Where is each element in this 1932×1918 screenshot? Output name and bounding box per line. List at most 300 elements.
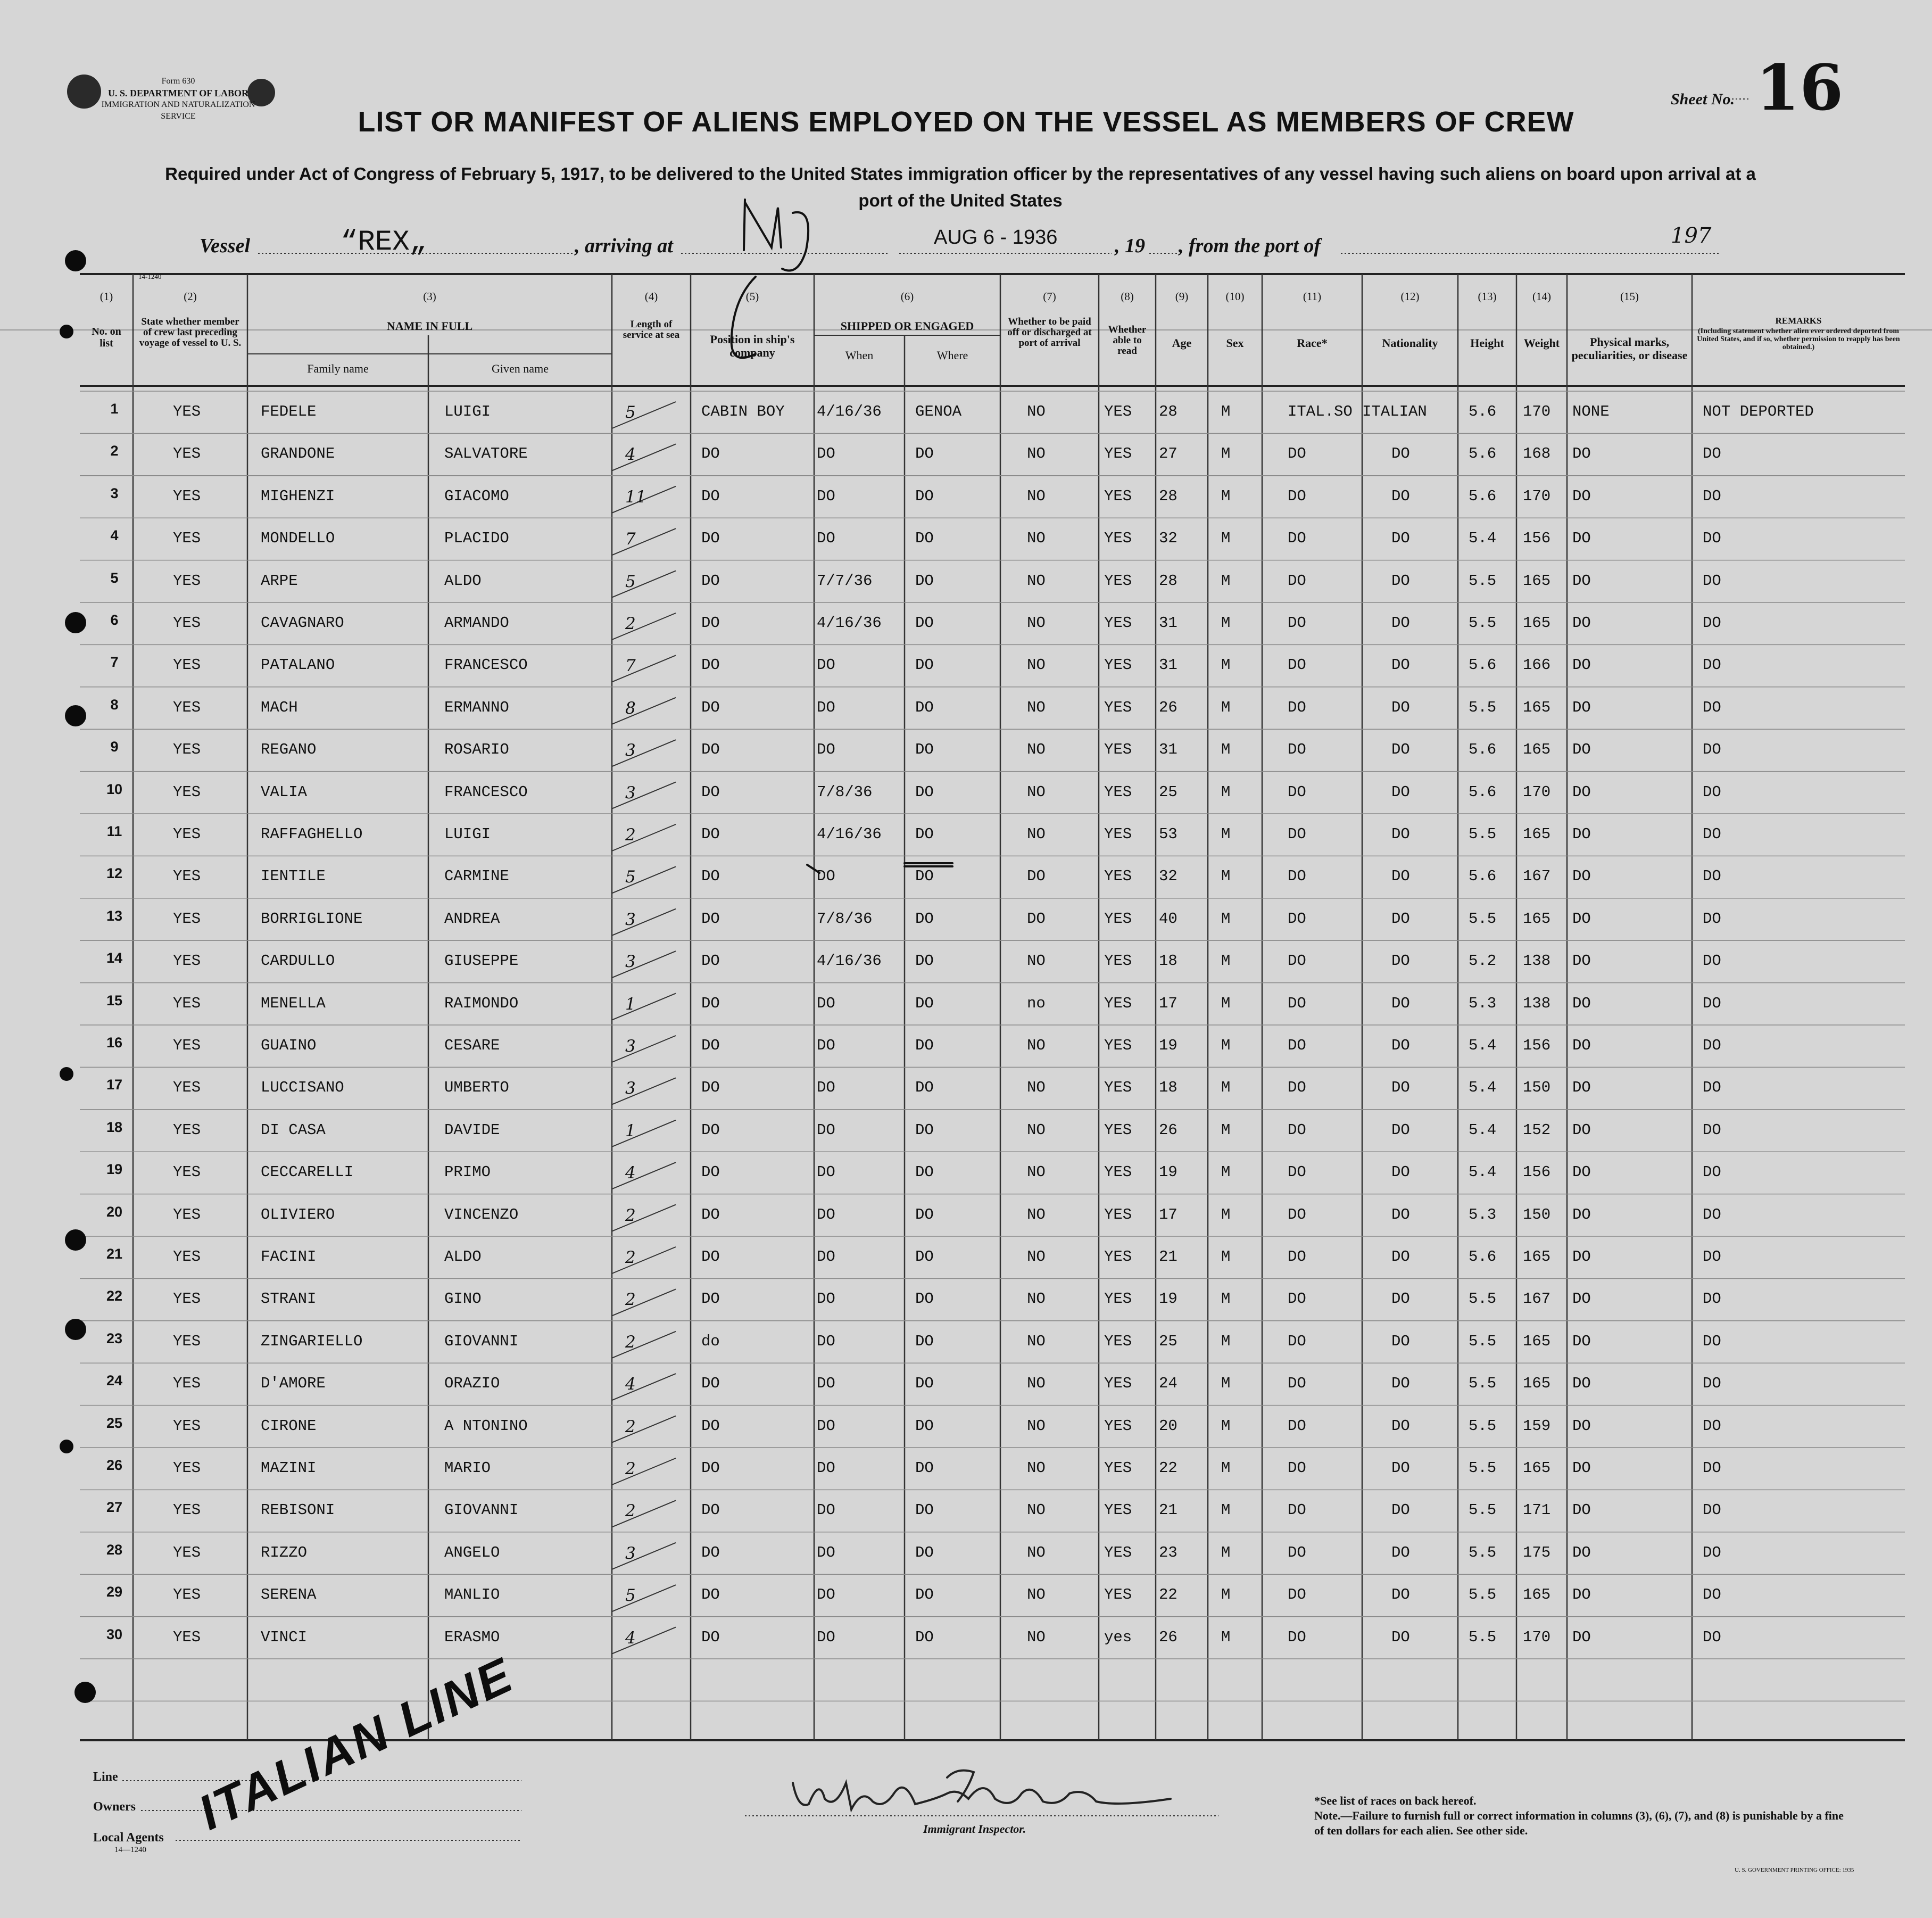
- cell-prev: YES: [173, 783, 201, 801]
- cell-given: GIOVANNI: [444, 1332, 519, 1350]
- cell-marks: DO: [1572, 614, 1591, 632]
- cell-weight: 165: [1523, 1459, 1551, 1477]
- cell-marks: DO: [1572, 994, 1591, 1012]
- cell-family: MENELLA: [261, 994, 326, 1012]
- col-physical-marks-number: (15): [1620, 290, 1639, 303]
- cell-race: DO: [1288, 1079, 1306, 1097]
- col-shipped-engaged-label: SHIPPED OR ENGAGED: [840, 319, 974, 333]
- cell-age: 18: [1159, 952, 1178, 970]
- cell-paid: NO: [1027, 1628, 1046, 1646]
- cell-family: ZINGARIELLO: [261, 1332, 363, 1350]
- cell-age: 22: [1159, 1586, 1178, 1604]
- table-row: [0, 729, 1932, 771]
- cell-weight: 156: [1523, 1037, 1551, 1054]
- cell-marks: DO: [1572, 910, 1591, 928]
- table-row: [0, 1532, 1932, 1574]
- cell-prev: YES: [173, 487, 201, 505]
- table-row: [0, 1490, 1932, 1531]
- cell-position: DO: [701, 572, 720, 590]
- cell-nationality: DO: [1391, 445, 1410, 463]
- cell-given: GIACOMO: [444, 487, 509, 505]
- col-position-label: Position in ship's company: [710, 333, 795, 359]
- cell-where: DO: [915, 1417, 934, 1435]
- cell-position: DO: [701, 994, 720, 1012]
- cell-weight: 165: [1523, 1332, 1551, 1350]
- punch-hole: [60, 325, 73, 338]
- cell-remarks: DO: [1703, 656, 1721, 674]
- cell-given: ERMANNO: [444, 698, 509, 716]
- cell-read: YES: [1104, 1586, 1132, 1604]
- cell-no: 23: [106, 1330, 123, 1346]
- cell-sex: M: [1221, 1037, 1231, 1054]
- col-age-number: (9): [1175, 290, 1189, 303]
- cell-length: 7: [625, 530, 636, 549]
- cell-paid: NO: [1027, 1417, 1046, 1435]
- cell-family: CIRONE: [261, 1417, 317, 1435]
- table-row: [0, 433, 1932, 475]
- cell-when: DO: [817, 1459, 835, 1477]
- cell-read: YES: [1104, 1290, 1132, 1308]
- cell-no: 26: [106, 1457, 123, 1473]
- col-shipped-engaged-where: Where: [936, 349, 968, 362]
- col-height-label: Height: [1470, 336, 1504, 350]
- cell-family: ARPE: [261, 572, 298, 590]
- cell-nationality: DO: [1391, 487, 1410, 505]
- cell-marks: DO: [1572, 1628, 1591, 1646]
- table-row: [0, 772, 1932, 813]
- cell-remarks: DO: [1703, 1543, 1721, 1561]
- cell-weight: 150: [1523, 1079, 1551, 1097]
- table-row: [0, 1236, 1932, 1278]
- cell-race: ITAL.SO: [1288, 403, 1353, 420]
- cell-length: 3: [625, 741, 636, 760]
- cell-given: GINO: [444, 1290, 482, 1308]
- cell-when: DO: [817, 1332, 835, 1350]
- cell-when: DO: [817, 1079, 835, 1097]
- cell-no: 28: [106, 1541, 123, 1558]
- cell-given: LUIGI: [444, 825, 491, 843]
- cell-given: MANLIO: [444, 1586, 500, 1604]
- table-row: [0, 1321, 1932, 1362]
- cell-length: 4: [625, 1628, 636, 1648]
- cell-given: LUIGI: [444, 403, 491, 420]
- cell-remarks: DO: [1703, 1079, 1721, 1097]
- cell-read: YES: [1104, 614, 1132, 632]
- line-label: Line: [93, 1770, 118, 1784]
- cell-age: 17: [1159, 1205, 1178, 1223]
- cell-prev: YES: [173, 1459, 201, 1477]
- cell-race: DO: [1288, 487, 1306, 505]
- cell-prev: YES: [173, 403, 201, 420]
- cell-sex: M: [1221, 1248, 1231, 1266]
- cell-sex: M: [1221, 1501, 1231, 1519]
- cell-position: DO: [701, 445, 720, 463]
- cell-age: 28: [1159, 572, 1178, 590]
- cell-length: 3: [625, 1543, 636, 1563]
- cell-family: REGANO: [261, 741, 317, 759]
- cell-family: MONDELLO: [261, 530, 335, 548]
- col-height-number: (13): [1478, 290, 1497, 303]
- cell-when: DO: [817, 1121, 835, 1139]
- table-row: [0, 687, 1932, 729]
- cell-length: 2: [625, 1205, 636, 1225]
- col-name-in-full-given: Given name: [492, 362, 549, 375]
- cell-given: ROSARIO: [444, 741, 509, 759]
- cell-marks: DO: [1572, 487, 1591, 505]
- cell-position: DO: [701, 1543, 720, 1561]
- cell-where: GENOA: [915, 403, 962, 420]
- cell-position: CABIN BOY: [701, 403, 785, 420]
- cell-no: 14: [106, 950, 123, 966]
- cell-prev: YES: [173, 1501, 201, 1519]
- cell-weight: 170: [1523, 403, 1551, 420]
- cell-nationality: DO: [1391, 825, 1410, 843]
- cell-where: DO: [915, 910, 934, 928]
- cell-sex: M: [1221, 572, 1231, 590]
- cell-nationality: DO: [1391, 1290, 1410, 1308]
- cell-marks: DO: [1572, 656, 1591, 674]
- table-row: [0, 898, 1932, 940]
- cell-prev: YES: [173, 910, 201, 928]
- cell-family: CAVAGNARO: [261, 614, 344, 632]
- cell-race: DO: [1288, 1290, 1306, 1308]
- cell-race: DO: [1288, 994, 1306, 1012]
- cell-height: 5.5: [1469, 1459, 1497, 1477]
- cell-nationality: DO: [1391, 1586, 1410, 1604]
- cell-race: DO: [1288, 445, 1306, 463]
- cell-length: 8: [625, 698, 636, 718]
- cell-position: DO: [701, 1501, 720, 1519]
- cell-when: 7/8/36: [817, 783, 873, 801]
- cell-where: DO: [915, 614, 934, 632]
- cell-race: DO: [1288, 1586, 1306, 1604]
- cell-read: YES: [1104, 1543, 1132, 1561]
- cell-where: DO: [915, 1037, 934, 1054]
- cell-position: DO: [701, 910, 720, 928]
- cell-paid: NO: [1027, 1501, 1046, 1519]
- cell-given: GIUSEPPE: [444, 952, 519, 970]
- cell-weight: 138: [1523, 952, 1551, 970]
- col-paid-off-label: Whether to be paid off or discharged at port of arrival: [1007, 316, 1092, 349]
- cell-age: 32: [1159, 530, 1178, 548]
- cell-age: 31: [1159, 741, 1178, 759]
- cell-remarks: DO: [1703, 1586, 1721, 1604]
- cell-paid: NO: [1027, 487, 1046, 505]
- cell-length: 5: [625, 403, 636, 422]
- cell-height: 5.3: [1469, 994, 1497, 1012]
- cell-no: 11: [106, 823, 122, 839]
- cell-nationality: DO: [1391, 952, 1410, 970]
- cell-weight: 168: [1523, 445, 1551, 463]
- cell-family: VINCI: [261, 1628, 308, 1646]
- cell-family: IENTILE: [261, 867, 326, 886]
- cell-height: 5.3: [1469, 1205, 1497, 1223]
- cell-when: 4/16/36: [817, 952, 882, 970]
- printing-office: U. S. GOVERNMENT PRINTING OFFICE: 1935: [1735, 1867, 1854, 1873]
- cell-age: 18: [1159, 1079, 1178, 1097]
- cell-read: YES: [1104, 1417, 1132, 1435]
- cell-family: STRANI: [261, 1290, 317, 1308]
- cell-nationality: DO: [1391, 1543, 1410, 1561]
- table-row: [0, 983, 1932, 1024]
- cell-family: DI CASA: [261, 1121, 326, 1139]
- cell-marks: NONE: [1572, 403, 1610, 420]
- cell-no: 7: [110, 654, 119, 671]
- col-no-on-list-number: (1): [99, 290, 113, 303]
- cell-where: DO: [915, 698, 934, 716]
- cell-race: DO: [1288, 1037, 1306, 1054]
- cell-sex: M: [1221, 530, 1231, 548]
- cell-position: do: [701, 1332, 720, 1350]
- cell-marks: DO: [1572, 825, 1591, 843]
- cell-sex: M: [1221, 1290, 1231, 1308]
- cell-sex: M: [1221, 867, 1231, 886]
- cell-when: DO: [817, 1586, 835, 1604]
- punch-hole: [65, 250, 86, 271]
- cell-where: DO: [915, 1290, 934, 1308]
- cell-where: DO: [915, 1121, 934, 1139]
- cell-no: 15: [106, 992, 123, 1008]
- cell-where: DO: [915, 1543, 934, 1561]
- cell-position: DO: [701, 1628, 720, 1646]
- cell-marks: DO: [1572, 1205, 1591, 1223]
- cell-marks: DO: [1572, 1163, 1591, 1181]
- cell-family: FEDELE: [261, 403, 317, 420]
- cell-position: DO: [701, 741, 720, 759]
- col-position-number: (5): [745, 290, 759, 303]
- cell-remarks: DO: [1703, 952, 1721, 970]
- cell-height: 5.5: [1469, 698, 1497, 716]
- cell-where: DO: [915, 1205, 934, 1223]
- cell-where: DO: [915, 1332, 934, 1350]
- cell-no: 27: [106, 1499, 123, 1516]
- col-length-service-number: (4): [644, 290, 658, 303]
- cell-prev: YES: [173, 1248, 201, 1266]
- cell-remarks: DO: [1703, 867, 1721, 886]
- cell-height: 5.5: [1469, 1332, 1497, 1350]
- cell-paid: no: [1027, 994, 1046, 1012]
- cell-sex: M: [1221, 994, 1231, 1012]
- inspector-label: Immigrant Inspector.: [923, 1822, 1026, 1836]
- cell-paid: NO: [1027, 1205, 1046, 1223]
- cell-paid: NO: [1027, 1248, 1046, 1266]
- cell-when: DO: [817, 1628, 835, 1646]
- cell-length: 2: [625, 614, 636, 633]
- cell-sex: M: [1221, 741, 1231, 759]
- col-weight-number: (14): [1532, 290, 1551, 303]
- cell-weight: 152: [1523, 1121, 1551, 1139]
- cell-sex: M: [1221, 1205, 1231, 1223]
- cell-position: DO: [701, 1248, 720, 1266]
- cell-sex: M: [1221, 825, 1231, 843]
- cell-read: YES: [1104, 783, 1132, 801]
- cell-length: 4: [625, 1375, 636, 1394]
- cell-paid: NO: [1027, 741, 1046, 759]
- cell-age: 31: [1159, 656, 1178, 674]
- cell-prev: YES: [173, 1586, 201, 1604]
- cell-length: 2: [625, 1417, 636, 1436]
- cell-read: YES: [1104, 741, 1132, 759]
- cell-nationality: DO: [1391, 1163, 1410, 1181]
- cell-marks: DO: [1572, 1417, 1591, 1435]
- cell-marks: DO: [1572, 1375, 1591, 1393]
- cell-prev: YES: [173, 1332, 201, 1350]
- cell-race: DO: [1288, 1375, 1306, 1393]
- cell-nationality: DO: [1391, 1375, 1410, 1393]
- cell-when: DO: [817, 656, 835, 674]
- cell-read: YES: [1104, 1121, 1132, 1139]
- cell-race: DO: [1288, 825, 1306, 843]
- table-row: [0, 856, 1932, 897]
- cell-weight: 150: [1523, 1205, 1551, 1223]
- cell-sex: M: [1221, 1586, 1231, 1604]
- cell-marks: DO: [1572, 1248, 1591, 1266]
- cell-sex: M: [1221, 656, 1231, 674]
- cell-age: 25: [1159, 783, 1178, 801]
- cell-remarks: DO: [1703, 1290, 1721, 1308]
- cell-when: DO: [817, 1163, 835, 1181]
- col-physical-marks-label: Physical marks, peculiarities, or disease: [1571, 335, 1688, 362]
- subtitle-line-2: port of the United States: [858, 191, 1063, 210]
- cell-race: DO: [1288, 1501, 1306, 1519]
- cell-no: 13: [106, 907, 123, 924]
- cell-prev: YES: [173, 1375, 201, 1393]
- cell-no: 29: [106, 1584, 123, 1600]
- cell-no: 25: [106, 1415, 123, 1431]
- cell-remarks: DO: [1703, 1248, 1721, 1266]
- cell-remarks: DO: [1703, 1375, 1721, 1393]
- cell-age: 17: [1159, 994, 1178, 1012]
- cell-length: 2: [625, 1501, 636, 1521]
- cell-family: REBISONI: [261, 1501, 335, 1519]
- cell-length: 5: [625, 1586, 636, 1606]
- cell-age: 21: [1159, 1501, 1178, 1519]
- cell-when: DO: [817, 1417, 835, 1435]
- cell-given: ANGELO: [444, 1543, 500, 1561]
- cell-family: LUCCISANO: [261, 1079, 344, 1097]
- cell-age: 53: [1159, 825, 1178, 843]
- cell-paid: NO: [1027, 1121, 1046, 1139]
- cell-given: ORAZIO: [444, 1375, 500, 1393]
- table-row: [0, 1448, 1932, 1489]
- cell-remarks: DO: [1703, 487, 1721, 505]
- year-label: , 19: [1115, 235, 1145, 257]
- cell-remarks: DO: [1703, 445, 1721, 463]
- arriving-port: [830, 202, 863, 227]
- cell-weight: 165: [1523, 741, 1551, 759]
- cell-marks: DO: [1572, 1121, 1591, 1139]
- cell-weight: 165: [1523, 614, 1551, 632]
- cell-given: PLACIDO: [444, 530, 509, 548]
- cell-remarks: DO: [1703, 825, 1721, 843]
- cell-position: DO: [701, 1121, 720, 1139]
- penalty-note: Note.—Failure to furnish full or correct information in columns (3), (6), (7), and (8) is punishable by a fine of ten dollars for each alien. See other side.: [1314, 1809, 1844, 1837]
- cell-remarks: DO: [1703, 1501, 1721, 1519]
- cell-marks: DO: [1572, 1501, 1591, 1519]
- cell-when: DO: [817, 698, 835, 716]
- cell-when: 4/16/36: [817, 403, 882, 420]
- cell-prev: YES: [173, 698, 201, 716]
- cell-remarks: DO: [1703, 1205, 1721, 1223]
- cell-read: YES: [1104, 530, 1132, 548]
- cell-paid: NO: [1027, 1290, 1046, 1308]
- cell-nationality: DO: [1391, 741, 1410, 759]
- cell-race: DO: [1288, 1459, 1306, 1477]
- cell-no: 24: [106, 1373, 123, 1389]
- cell-height: 5.5: [1469, 910, 1497, 928]
- cell-sex: M: [1221, 952, 1231, 970]
- cell-age: 22: [1159, 1459, 1178, 1477]
- cell-marks: DO: [1572, 1459, 1591, 1477]
- col-name-in-full-label: NAME IN FULL: [386, 319, 473, 333]
- cell-when: DO: [817, 1543, 835, 1561]
- cell-race: DO: [1288, 1628, 1306, 1646]
- table-row: [0, 1194, 1932, 1236]
- cell-age: 28: [1159, 487, 1178, 505]
- cell-age: 20: [1159, 1417, 1178, 1435]
- cell-paid: NO: [1027, 1586, 1046, 1604]
- cell-paid: NO: [1027, 783, 1046, 801]
- cell-race: DO: [1288, 1417, 1306, 1435]
- table-row: [0, 1110, 1932, 1151]
- table-row: [0, 602, 1932, 644]
- cell-height: 5.5: [1469, 572, 1497, 590]
- cell-sex: M: [1221, 698, 1231, 716]
- page-title: LIST OR MANIFEST OF ALIENS EMPLOYED ON THE VESSEL AS MEMBERS OF CREW: [358, 106, 1574, 138]
- cell-position: DO: [701, 656, 720, 674]
- cell-prev: YES: [173, 1205, 201, 1223]
- cell-prev: YES: [173, 1121, 201, 1139]
- cell-where: DO: [915, 487, 934, 505]
- cell-marks: DO: [1572, 1290, 1591, 1308]
- cell-where: DO: [915, 1079, 934, 1097]
- cell-height: 5.6: [1469, 741, 1497, 759]
- cell-marks: DO: [1572, 1332, 1591, 1350]
- cell-remarks: DO: [1703, 741, 1721, 759]
- cell-marks: DO: [1572, 698, 1591, 716]
- cell-sex: M: [1221, 1543, 1231, 1561]
- cell-prev: YES: [173, 1163, 201, 1181]
- cell-when: 7/8/36: [817, 910, 873, 928]
- cell-paid: DO: [1027, 867, 1046, 886]
- table-row: [0, 1278, 1932, 1320]
- cell-where: DO: [915, 867, 934, 886]
- cell-nationality: DO: [1391, 867, 1410, 886]
- cell-race: DO: [1288, 614, 1306, 632]
- cell-no: 9: [110, 739, 119, 755]
- cell-weight: 166: [1523, 656, 1551, 674]
- cell-sex: M: [1221, 1417, 1231, 1435]
- cell-given: RAIMONDO: [444, 994, 519, 1012]
- owners-label: Owners: [93, 1800, 136, 1814]
- col-weight-label: Weight: [1523, 336, 1560, 350]
- col-race-number: (11): [1303, 290, 1322, 303]
- col-age-label: Age: [1172, 336, 1192, 350]
- cell-family: MIGHENZI: [261, 487, 335, 505]
- cell-remarks: DO: [1703, 1628, 1721, 1646]
- cell-length: 5: [625, 867, 636, 887]
- arriving-label: , arriving at: [575, 235, 673, 257]
- cell-given: CARMINE: [444, 867, 509, 886]
- cell-prev: YES: [173, 1417, 201, 1435]
- cell-read: YES: [1104, 1079, 1132, 1097]
- cell-height: 5.4: [1469, 1079, 1497, 1097]
- cell-nationality: DO: [1391, 1332, 1410, 1350]
- vessel-name: “REX„: [341, 226, 427, 259]
- cell-position: DO: [701, 530, 720, 548]
- cell-marks: DO: [1572, 1586, 1591, 1604]
- table-row: [0, 814, 1932, 855]
